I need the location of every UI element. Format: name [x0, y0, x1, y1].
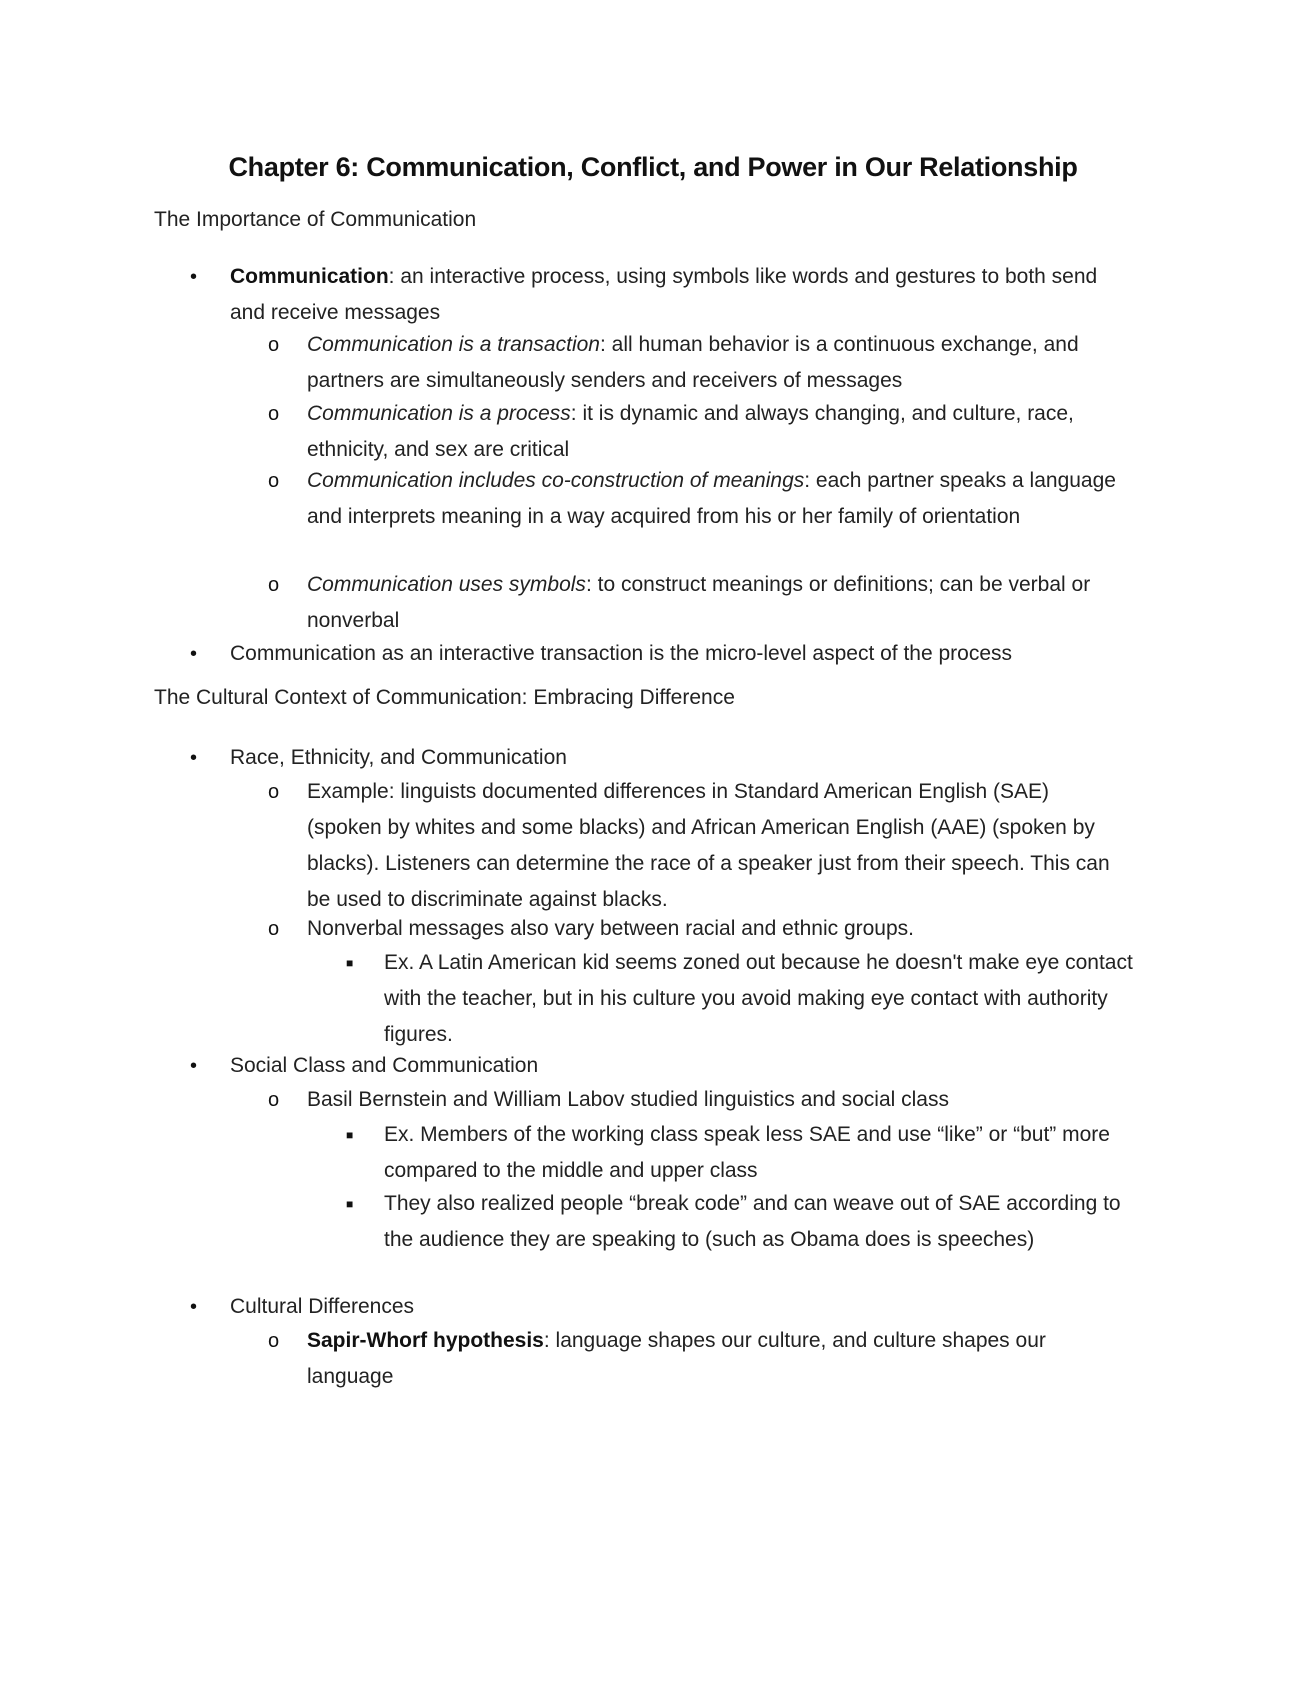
bullet-marker: • [190, 266, 198, 288]
square-bullet-marker: ■ [346, 956, 354, 970]
square-bullet-marker: ■ [346, 1197, 354, 1211]
list-item [230, 259, 1130, 331]
sub-bullet-marker: o [268, 781, 280, 803]
list-item [307, 463, 1127, 535]
bullet-marker: • [190, 1296, 198, 1318]
bullet-marker: • [190, 747, 198, 769]
definition-text: : language shapes our culture, and culture shapes our language [307, 1329, 1046, 1388]
list-item: Ex. Members of the working class speak less SAE and use “like” or “but” more compared to the middle and upper class [384, 1123, 1110, 1182]
sub-bullet-marker: o [268, 918, 280, 940]
list-item: Communication as an interactive transaction is the micro-level aspect of the process [230, 642, 1013, 665]
bullet-marker: • [190, 643, 198, 665]
list-item: Example: linguists documented differences in Standard American English (SAE) (spoken by whites and some blacks) and African American English (AAE) (spoken by blacks). Listeners can determine the race of a speaker just from their speech. This can be used to discriminate against blacks. [307, 780, 1110, 911]
term-process: Communication is a process [307, 402, 571, 425]
term-symbols: Communication uses symbols [307, 573, 586, 596]
definition-text: : it is dynamic and always changing, and culture, race, ethnicity, and sex are critical [307, 402, 1074, 461]
list-item: They also realized people “break code” and can weave out of SAE according to the audience they are speaking to (such as Obama does is speeches) [384, 1192, 1121, 1251]
section-heading-importance: The Importance of Communication [154, 208, 477, 231]
term-sapir-whorf: Sapir-Whorf hypothesis [307, 1329, 544, 1352]
list-item: Cultural Differences [230, 1295, 415, 1318]
list-item: Basil Bernstein and William Labov studied linguistics and social class [307, 1088, 949, 1111]
sub-bullet-marker: o [268, 1330, 280, 1352]
list-item: Social Class and Communication [230, 1054, 539, 1077]
definition-text: : to construct meanings or definitions; can be verbal or nonverbal [307, 573, 1091, 632]
square-bullet-marker: ■ [346, 1128, 354, 1142]
sub-bullet-marker: o [268, 470, 280, 492]
list-item: Race, Ethnicity, and Communication [230, 746, 567, 769]
term-transaction: Communication is a transaction [307, 333, 600, 356]
definition-text: : all human behavior is a continuous exchange, and partners are simultaneously senders and receivers of messages [307, 333, 1079, 392]
list-item [307, 1323, 1127, 1395]
list-item [307, 396, 1127, 468]
term-co-construction: Communication includes co-construction of meanings [307, 469, 805, 492]
sub-bullet-marker: o [268, 574, 280, 596]
definition-text: : each partner speaks a language and interprets meaning in a way acquired from his or her family of orientation [307, 469, 1116, 528]
page-title: Chapter 6: Communication, Conflict, and Power in Our Relationship [228, 152, 1078, 182]
list-item [307, 567, 1127, 639]
section-heading-cultural-context: The Cultural Context of Communication: Embracing Difference [154, 686, 735, 709]
sub-bullet-marker: o [268, 1089, 280, 1111]
sub-bullet-marker: o [268, 403, 280, 425]
bullet-marker: • [190, 1055, 198, 1077]
list-item: Nonverbal messages also vary between racial and ethnic groups. [307, 917, 915, 940]
sub-bullet-marker: o [268, 334, 280, 356]
definition-text: : an interactive process, using symbols like words and gestures to both send and receive messages [230, 265, 1098, 324]
term-communication: Communication [230, 265, 389, 288]
list-item: Ex. A Latin American kid seems zoned out because he doesn't make eye contact with the teacher, but in his culture you avoid making eye contact with authority figures. [384, 951, 1133, 1046]
list-item [307, 327, 1127, 399]
